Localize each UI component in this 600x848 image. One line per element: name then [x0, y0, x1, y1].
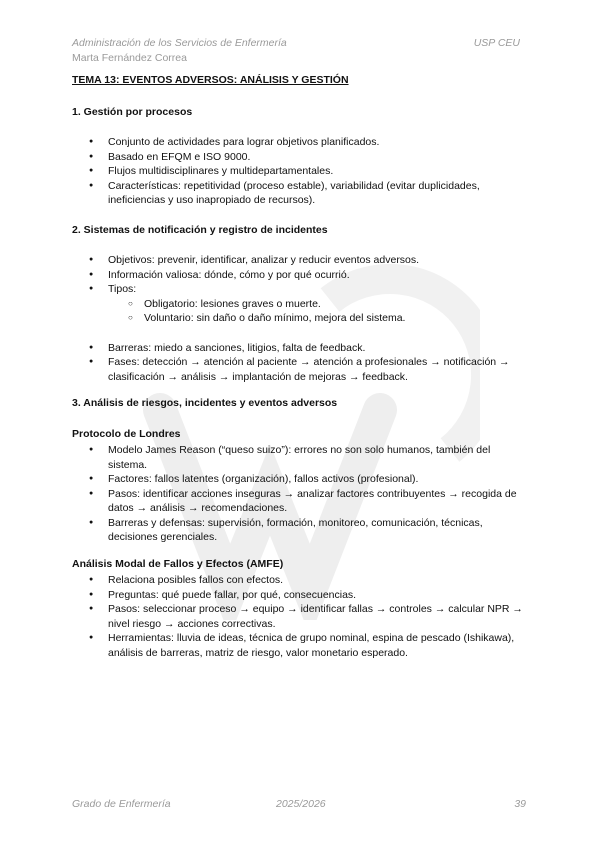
header-university: USP CEU — [473, 37, 520, 49]
section1-list — [72, 135, 532, 208]
section2-list-continued — [72, 341, 532, 385]
header-course: Administración de los Servicios de Enfermería — [72, 37, 287, 49]
list-item: ● Factores: fallos latentes (organización), fallos activos (profesional). — [72, 472, 532, 487]
list-item: ● Objetivos: prevenir, identificar, analizar y reducir eventos adversos. — [72, 253, 532, 268]
list-item: ● Herramientas: lluvia de ideas, técnica de grupo nominal, espina de pescado (Ishikawa), análisis de barreras, matriz de riesgo, valor monetario esperado. — [72, 631, 532, 660]
page-number: 39 — [514, 798, 526, 810]
section2-list — [72, 253, 532, 326]
list-item: ● Características: repetitividad (proceso estable), variabilidad (evitar duplicidades, ineficiencias y uso inapropiado de recursos). — [72, 179, 532, 208]
london-protocol-list — [72, 443, 532, 545]
london-protocol-heading: Protocolo de Londres — [72, 427, 181, 440]
sub-list-item: ○ Obligatorio: lesiones graves o muerte. — [108, 297, 532, 312]
section1-heading: 1. Gestión por procesos — [72, 105, 193, 118]
section2-sublist — [108, 297, 532, 326]
section3-heading: 3. Análisis de riesgos, incidentes y eventos adversos — [72, 397, 338, 409]
amfe-list — [72, 573, 532, 660]
list-item: ● Pasos: seleccionar proceso → equipo → identificar fallas → controles → calcular NPR → nivel riesgo → acciones correctivas. — [72, 602, 532, 631]
footer-degree: Grado de Enfermería — [72, 798, 171, 810]
list-item: ● Pasos: identificar acciones inseguras → analizar factores contribuyentes → recogida de datos → análisis → recomendaciones. — [72, 487, 532, 516]
list-item: ● Conjunto de actividades para lograr objetivos planificados. — [72, 135, 532, 150]
document-body — [72, 73, 532, 660]
list-item-label: Tipos: — [108, 283, 137, 295]
sub-list-item: ○ Voluntario: sin daño o daño mínimo, mejora del sistema. — [108, 311, 532, 326]
list-item: ● Fases: detección → atención al paciente → atención a profesionales → notificación → clasificación → análisis → implantación de mejoras → feedback. — [72, 355, 532, 384]
amfe-heading: Análisis Modal de Fallos y Efectos (AMFE) — [72, 557, 284, 570]
list-item: ● Basado en EFQM e ISO 9000. — [72, 150, 532, 165]
list-item: ● Modelo James Reason (“queso suizo”): errores no son solo humanos, también del sistema. — [72, 443, 532, 472]
list-item — [72, 282, 532, 326]
section2-heading: 2. Sistemas de notificación y registro de incidentes — [72, 223, 328, 236]
header-author: Marta Fernández Correa — [72, 52, 187, 64]
list-item: ● Flujos multidisciplinares y multidepartamentales. — [72, 164, 532, 179]
list-item: ● Información valiosa: dónde, cómo y por qué ocurrió. — [72, 268, 532, 283]
page-title: TEMA 13: EVENTOS ADVERSOS: ANÁLISIS Y GESTIÓN — [72, 74, 349, 86]
footer-year: 2025/2026 — [276, 798, 326, 810]
list-item: ● Barreras: miedo a sanciones, litigios, falta de feedback. — [72, 341, 532, 356]
list-item: ● Preguntas: qué puede fallar, por qué, consecuencias. — [72, 588, 532, 603]
list-item: ● Relaciona posibles fallos con efectos. — [72, 573, 532, 588]
list-item: ● Barreras y defensas: supervisión, formación, monitoreo, comunicación, técnicas, decisiones gerenciales. — [72, 516, 532, 545]
